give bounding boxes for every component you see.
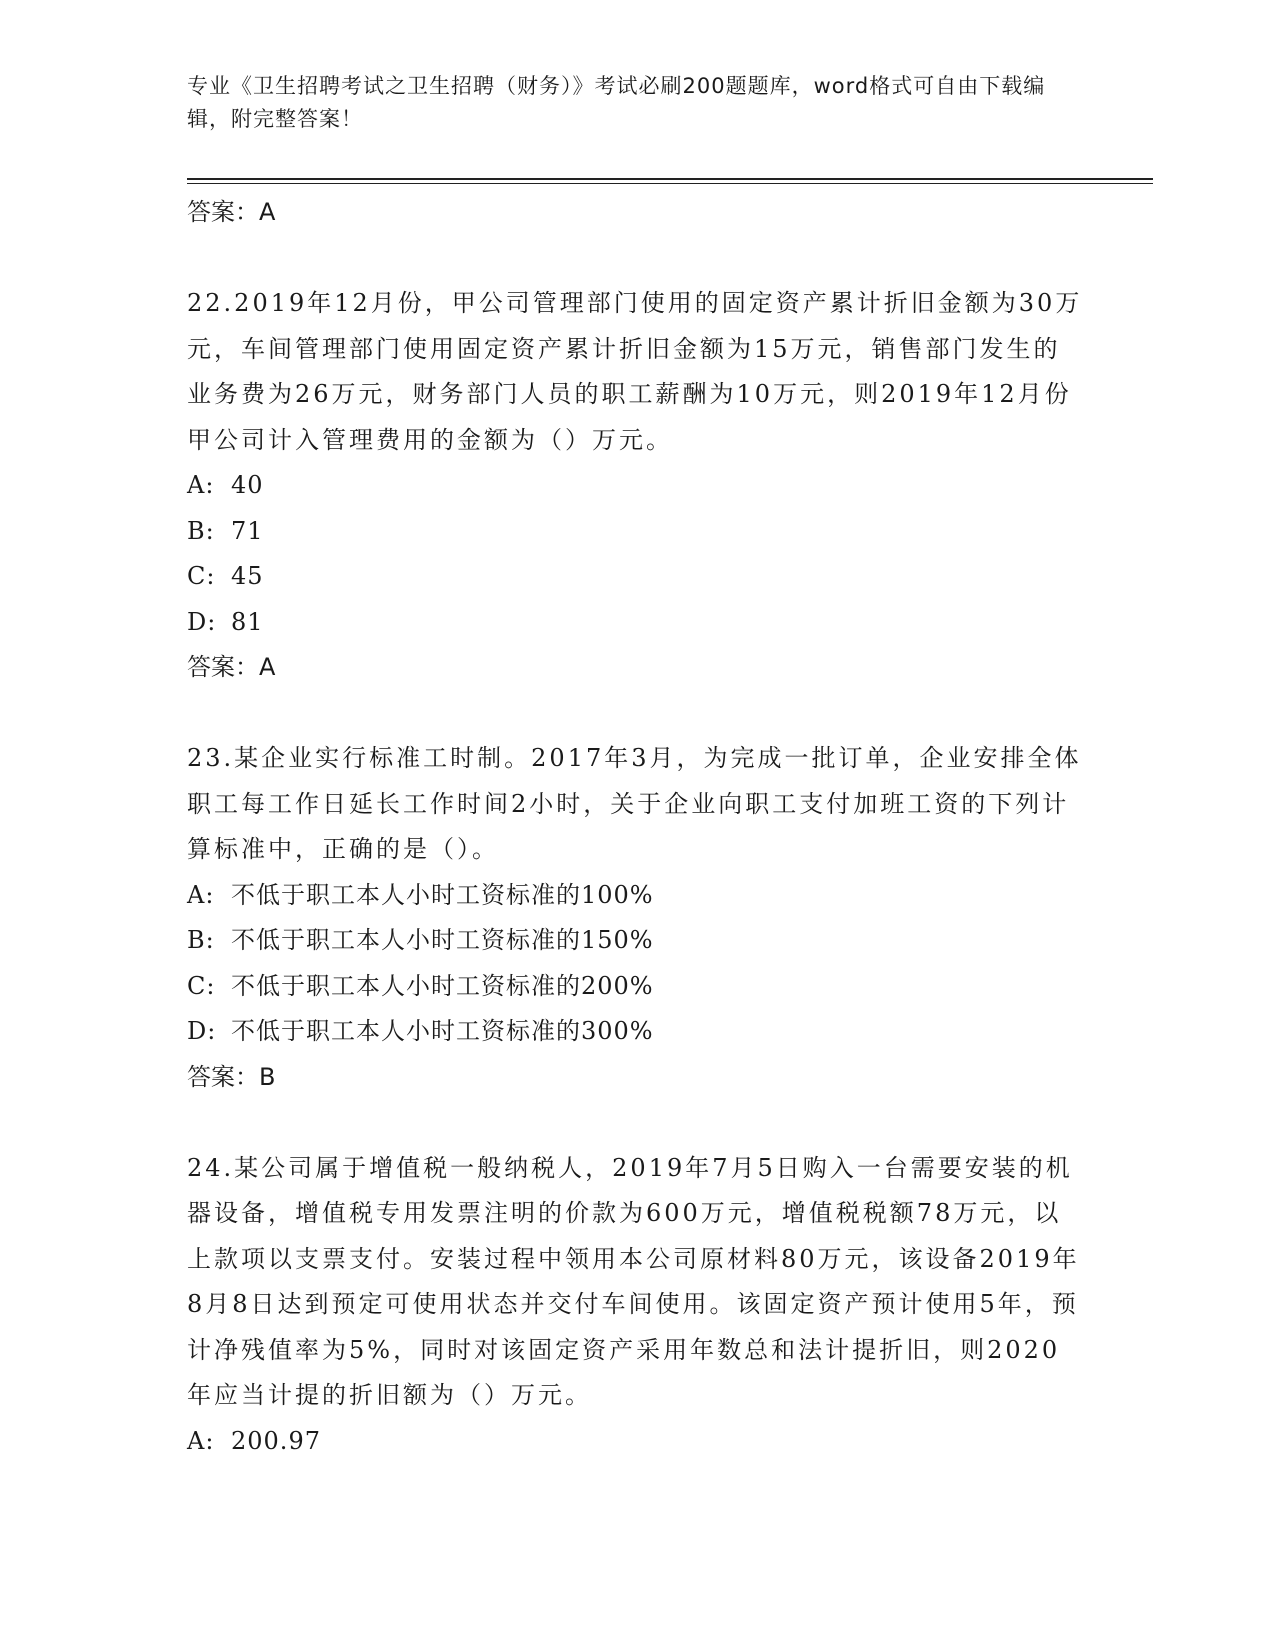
question-block (187, 736, 1087, 1100)
document-header: 专业《卫生招聘考试之卫生招聘（财务）》考试必刷200题题库，word格式可自由下载编辑，附完整答案！ (187, 74, 1046, 131)
option-text: 81 (231, 607, 264, 636)
header-rule-thick (187, 178, 1153, 180)
option-letter: C: (187, 562, 216, 590)
option-text: 不低于职工本人小时工资标准的200% (231, 971, 654, 1000)
option-text: 不低于职工本人小时工资标准的150% (231, 926, 654, 954)
option-letter: A: (187, 471, 215, 499)
option-item (187, 1419, 1087, 1465)
question-block (187, 281, 1087, 690)
answer-line: 答案：A (187, 653, 276, 681)
option-item (187, 918, 1087, 964)
option-text: 不低于职工本人小时工资标准的100% (231, 880, 654, 909)
option-letter: B: (187, 926, 215, 954)
header-rule-thin (187, 183, 1153, 184)
option-item (187, 600, 1087, 646)
option-item (187, 554, 1087, 600)
option-item (187, 873, 1087, 919)
question-text: 23.某企业实行标准工时制。2017年3月，为完成一批订单，企业安排全体职工每工作日延长工作时间2小时，关于企业向职工支付加班工资的下列计算标准中，正确的是（）。 (187, 744, 1082, 863)
answer-line: 答案：A (187, 198, 276, 226)
option-letter: A: (187, 880, 215, 909)
spacer (187, 1100, 1087, 1146)
option-text: 不低于职工本人小时工资标准的300% (231, 1017, 654, 1045)
option-text: 200.97 (231, 1426, 321, 1455)
option-item (187, 509, 1087, 555)
question-text: 24.某公司属于增值税一般纳税人，2019年7月5日购入一台需要安装的机器设备，增值税专用发票注明的价款为600万元，增值税税额78万元，以上款项以支票支付。安装过程中领用本公司原材料80万元，该设备2019年8月8日达到预定可使用状态并交付车间使用。该固定资产预计使用5年，预计净残值率为5%，同时对该固定资产采用年数总和法计提折旧，则2020年应当计提的折旧额为（）万元。 (187, 1153, 1080, 1409)
option-letter: A: (187, 1426, 215, 1455)
spacer (187, 235, 1087, 281)
answer-line: 答案：B (187, 1062, 276, 1091)
option-item (187, 463, 1087, 509)
option-letter: D: (187, 1017, 217, 1045)
option-text: 40 (231, 471, 264, 499)
option-item (187, 964, 1087, 1010)
option-letter: B: (187, 516, 215, 545)
option-text: 45 (231, 562, 264, 590)
document-body (187, 190, 1087, 1464)
spacer (187, 690, 1087, 736)
option-letter: C: (187, 971, 216, 1000)
option-item (187, 1009, 1087, 1055)
question-text: 22.2019年12月份，甲公司管理部门使用的固定资产累计折旧金额为30万元，车间管理部门使用固定资产累计折旧金额为15万元，销售部门发生的业务费为26万元，财务部门人员的职工薪酬为10万元，则2019年12月份甲公司计入管理费用的金额为（）万元。 (187, 289, 1083, 454)
question-block (187, 1146, 1087, 1465)
option-letter: D: (187, 607, 217, 636)
option-text: 71 (231, 516, 264, 545)
